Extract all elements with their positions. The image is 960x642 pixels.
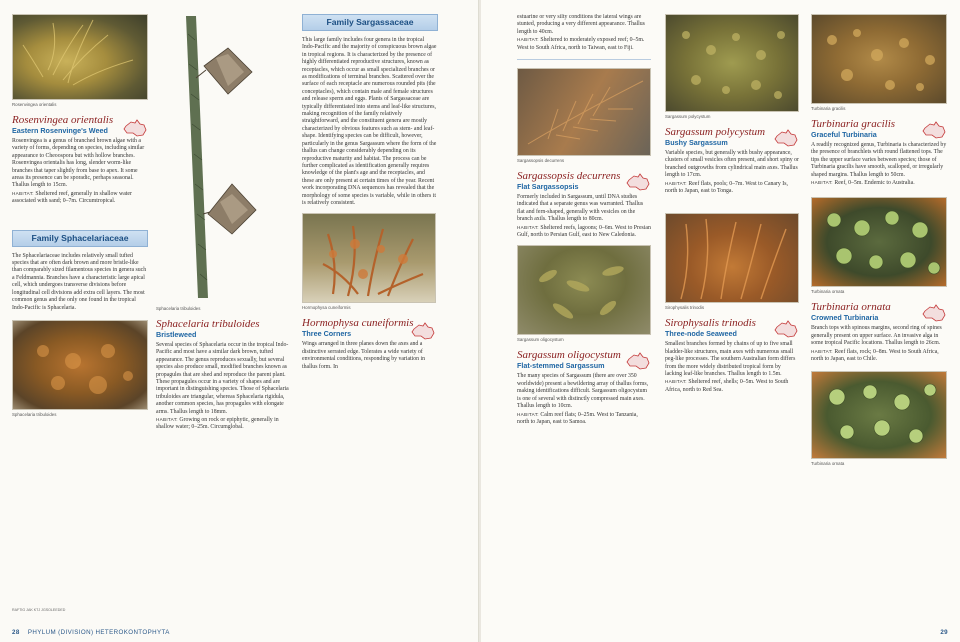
sargassopsis-photo (517, 68, 651, 156)
species-scientific-name: Sargassopsis decurrens (517, 170, 621, 183)
species-common-name: Crowned Turbinaria (811, 313, 879, 323)
habitat-text: Sheltered reef, shells; 0–5m. West to South Africa, north to Red Sea. (665, 379, 789, 393)
habitat-text: Sheltered reef, generally in shallow water associated with sand; 0–7m. Circumtropical. (12, 190, 132, 205)
species-common-name: Bristleweed (156, 330, 197, 339)
family-heading-box: Family Sphacelariaceae (12, 230, 148, 247)
habitat-label: HABITAT: (811, 180, 833, 186)
photo-caption: Sirophysalis trinodis (665, 305, 705, 311)
page-number: 29 (940, 629, 948, 636)
australia-map-icon (625, 351, 651, 371)
photo-caption: Sargassum oligocystum (517, 337, 564, 343)
sirophysalis-photo (665, 213, 799, 303)
habitat-label: HABITAT: (811, 348, 833, 354)
species-description: Branch tops with spinous margins, second ring of spines generally present on upper surface. An invasive alga in some tropical Pacific locations. Thallus length to 26cm. (811, 325, 942, 347)
photo-caption: Turbinaria ornata (811, 461, 845, 467)
photo-caption: Sargassum polycystum (665, 114, 711, 119)
section-divider (517, 59, 651, 60)
photo-caption: Sargassopsis decurrens (517, 158, 565, 164)
habitat-label: HABITAT: (156, 417, 178, 423)
species-description: Wings arranged in three planes down the axes and a distinctive serrated edge. Tolerates a wide variety of environmental conditions, responding by variation in thallus form. In (302, 341, 425, 370)
photo-caption: Sphacelaria tribuloides (156, 306, 201, 311)
left-col-2 (156, 14, 290, 614)
australia-map-icon (921, 303, 947, 323)
right-page (481, 0, 960, 642)
species-common-name: Graceful Turbinaria (811, 130, 877, 139)
left-col-1 (12, 14, 148, 614)
australia-map-icon (625, 172, 651, 192)
species-common-name: Bushy Sargassum (665, 138, 728, 147)
australia-map-icon (410, 321, 436, 341)
right-col-2 (665, 14, 799, 614)
habitat-text: Reef, 0–5m. Endemic to Australia. (834, 180, 915, 187)
species-scientific-name: Sirophysalis trinodis (665, 317, 756, 330)
page-number: 28 (12, 629, 20, 636)
copyright-line: RAFTIG JAK KTJ JGSOLEEDED (12, 608, 66, 612)
australia-map-icon (122, 118, 148, 138)
species-common-name: Flat Sargassopsis (517, 182, 579, 192)
species-description: The many species of Sargassum (there are over 350 worldwide) present a bewildering array of thallus forms, making identifications difficult. Sargassum oligocystum is one of several with distinctly compressed main axes. Thallus length to 10cm. (517, 373, 649, 410)
hormophysa-photo (302, 213, 436, 303)
species-description: Several species of Sphacelaria occur in the tropical Indo-Pacific and most have a similar dark brown, tufted appearance. The genus reproduces sexually, but several species also produce small, modified branches known as propagules that are shed and reproduce the parent plant. These propagules occur in a variety of shapes and are important in distinguishing species. Those of Sphacelaria tribuloides are triangular, whereas Sphacelaria rigidula, another common species, has propagules with elongate arms. Thallus length to 18mm. (156, 342, 289, 415)
australia-map-icon (921, 120, 947, 140)
right-col-1 (517, 14, 651, 614)
rosenvingea-photo (12, 14, 148, 100)
habitat-label: HABITAT: (665, 180, 687, 186)
habitat-label: HABITAT: (665, 379, 687, 385)
species-scientific-name: Sargassum oligocystum (517, 349, 621, 362)
species-scientific-name: Sargassum polycystum (665, 126, 766, 138)
species-common-name: Eastern Rosenvinge's Weed (12, 126, 108, 135)
species-description: A readily recognized genus, Turbinaria is characterized by the presence of branchlets with round flattened tops. The tips the upper surface varies between species; those of Turbinaria gracilis have smooth, scalloped, or irregularly shaped margins. Thallus length to 50cm. (811, 142, 947, 178)
habitat-label: HABITAT: (12, 190, 34, 196)
species-common-name: Three Corners (302, 329, 352, 339)
habitat-text: Calm reef flats; 0–25m. West to Tanzania, north to Japan, east to Samoa. (517, 411, 638, 425)
species-description: Smallest branches formed by chains of up to five small bladder-like structures, main axes with numerous small peg-like processes. The southern Australian form differs from the more widely distributed tropical form by lacking leaf-like branches. Thallus length to 1.5m. (665, 341, 796, 378)
habitat-text: Reef flats, pools; 0–7m. West to Canary Is, north to Japan, east to Tonga. (665, 180, 788, 195)
left-page (0, 0, 479, 642)
species-common-name: Flat-stemmed Sargassum (517, 361, 605, 371)
family-heading-box: Family Sargassaceae (302, 14, 438, 31)
species-description: Variable species, but generally with bushy appearance, clusters of small vesicles often present, and short spiny or branched outgrowths from cylindrical main axes. Thallus length to 17cm. (665, 150, 799, 179)
photo-caption: Turbinaria ornata (811, 289, 845, 295)
family-description: The Sphacelariaceae includes relatively small tufted species that are often dark brown and more bristle-like than comparably sized filamentous species in genera such a Feldmannia. Branches have a characteristic large apical cell, which undergoes transverse divisions before longitudinal cell divisions add extra cell layers. The most common genus and the only one found in the tropical Indo-Pacific is Sphacelaria. (12, 252, 147, 311)
species-scientific-name: Turbinaria ornata (811, 301, 891, 314)
habitat-text: Reef flats, rock; 0–8m. West to South Africa, north to Japan, east to Chile. (811, 348, 939, 363)
photo-caption: Hormophysa cuneiformis (302, 305, 351, 311)
species-description: Rosenvingea is a genus of branched brown algae with a variety of forms, depending on species, including similar appearance to Cheoospora but with hollow branches. Rosenvingea orientalis has long, slender worm-like branches that taper slightly from base to apex. It some areas its presence can be sporadic, perhaps seasonal. Thallus length to 15cm. (12, 138, 145, 189)
left-col-3 (302, 14, 438, 614)
species-scientific-name: Turbinaria gracilis (811, 118, 896, 130)
sargassum-polycystum-photo (665, 14, 799, 112)
australia-map-icon (773, 319, 799, 339)
species-scientific-name: Rosenvingea orientalis (12, 114, 114, 126)
turbinaria-ornata-photo (811, 197, 947, 287)
species-description: Formerly included in Sargassum, until DNA studies indicated that a separate genus was warranted. Thallus flat and fern-shaped, generally with vesicles on the branch axils. Thallus length to 80cm. (517, 194, 644, 223)
photo-caption: Turbinaria gracilis (811, 106, 846, 111)
species-scientific-name: Hormophysa cuneiformis (302, 317, 414, 330)
australia-map-icon (773, 128, 799, 148)
continued-text: estuarine or very silty conditions the lateral wings are stunted, producing a very different appearance. Thallus length to 40cm. (517, 14, 645, 35)
turbinaria-gracilis-photo (811, 14, 947, 104)
habitat-text: Sheltered to moderately exposed reef; 0–5m. West to South Africa, north to Taiwan, east to Fiji. (517, 37, 645, 51)
sargassum-oligocystum-photo (517, 245, 651, 335)
habitat-label: HABITAT: (517, 411, 539, 417)
species-scientific-name: Sphacelaria tribuloides (156, 318, 260, 330)
sphacelaria-photo (12, 320, 148, 410)
right-col-3 (811, 14, 947, 614)
turbinaria-ornata-photo-2 (811, 371, 947, 459)
habitat-label: HABITAT: (517, 37, 539, 43)
photo-caption: Rosenvingea orientalis (12, 102, 57, 107)
habitat-text: Growing on rock or epiphytic, generally in shallow water; 0–25m. Circumglobal. (156, 417, 279, 431)
species-common-name: Three-node Seaweed (665, 329, 737, 339)
sphacelaria-illustration (156, 14, 266, 300)
running-footer: PHYLUM (DIVISION) HETEROKONTOPHYTA (27, 629, 170, 636)
family-description: This large family includes four genera in the tropical Indo-Pacific and the majority of conspicuous brown algae in tropical regions. It is characterized by the presence of highly differentiated reproductive structures, known as receptacles, which occur as small specialized branches or as modifications of terminal branches. Scattered over the surface of each receptacle are numerous rounded pits (the conceptacles), which contain male and female structures and release sperm and eggs. Plants of Sargassaceae are typically differentiated into stems and leaf-like structures, making recognition of the family relatively straightforward, and the constituent genera are mostly characterized by obvious features such as stem- and leaf-shape. Identifying species can be difficult, however, particularly in the genus Sargassum where the form of the thallus can change considerably depending on its reproductive maturity and habitat. The process can be further complicated as identification generally requires knowledge of the plant's age and the receptacles, and these are only present at certain times of the year. Recent work incorporating DNA sequences has revealed that the morphology of some species is variable, while in others it is relatively consistent. (302, 37, 437, 206)
habitat-text: Sheltered reefs, lagoons; 0–6m. West to Presian Gulf, north to Persian Gulf, east to New Caledonia. (517, 224, 651, 239)
habitat-label: HABITAT: (517, 224, 539, 230)
photo-caption: Sphacelaria tribuloides (12, 411, 57, 417)
